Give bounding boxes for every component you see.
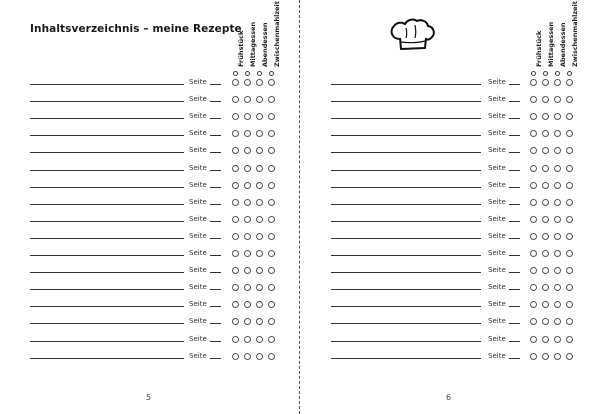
meal-checkbox <box>232 250 239 257</box>
page-number-line <box>210 341 221 342</box>
meal-checkbox <box>256 113 263 120</box>
meal-checkbox <box>566 182 573 189</box>
page-number-line <box>509 152 520 153</box>
recipe-name-line <box>331 101 481 102</box>
page-label: Seite <box>189 283 207 292</box>
right-page <box>301 0 600 414</box>
meal-checkbox <box>268 79 275 86</box>
meal-checkbox <box>542 233 549 240</box>
meal-checkbox <box>542 165 549 172</box>
meal-checkbox <box>542 96 549 103</box>
meal-checkbox <box>530 165 537 172</box>
meal-checkbox <box>542 284 549 291</box>
meal-checkbox <box>244 284 251 291</box>
meal-checkbox <box>566 113 573 120</box>
page-number-line <box>210 272 221 273</box>
recipe-row <box>301 161 600 173</box>
meal-checkbox <box>256 216 263 223</box>
page-label: Seite <box>189 197 207 206</box>
meal-checkbox <box>542 336 549 343</box>
recipe-row <box>301 349 600 361</box>
meal-checkbox <box>530 113 537 120</box>
meal-checkbox <box>256 267 263 274</box>
page-number-line <box>509 341 520 342</box>
meal-checkbox <box>244 199 251 206</box>
page-label: Seite <box>488 231 506 240</box>
page-label: Seite <box>488 300 506 309</box>
meal-checkbox <box>256 199 263 206</box>
meal-checkbox <box>232 147 239 154</box>
page-number-line <box>210 135 221 136</box>
recipe-name-line <box>30 306 184 307</box>
page-number-line <box>509 306 520 307</box>
meal-checkbox <box>232 165 239 172</box>
recipe-row <box>0 195 299 207</box>
recipe-name-line <box>30 101 184 102</box>
page-label: Seite <box>189 146 207 155</box>
meal-checkbox <box>554 182 561 189</box>
page-label: Seite <box>189 78 207 86</box>
meal-checkbox <box>566 147 573 154</box>
meal-checkbox <box>530 353 537 360</box>
recipe-row <box>0 229 299 241</box>
meal-checkbox <box>268 267 275 274</box>
recipe-name-line <box>30 118 184 119</box>
column-header <box>231 11 245 75</box>
recipe-name-line <box>331 323 481 324</box>
meal-checkbox <box>244 318 251 325</box>
meal-checkbox <box>256 336 263 343</box>
recipe-name-line <box>331 187 481 188</box>
meal-checkbox <box>554 233 561 240</box>
page-label: Seite <box>189 231 207 240</box>
meal-checkbox <box>566 130 573 137</box>
page-number-line <box>210 306 221 307</box>
meal-checkbox <box>244 233 251 240</box>
meal-checkbox <box>232 233 239 240</box>
meal-checkbox <box>566 267 573 274</box>
meal-checkbox <box>566 284 573 291</box>
page-label: Seite <box>488 351 506 360</box>
column-header <box>243 11 257 75</box>
column-header-label: Frühstück <box>237 30 245 67</box>
page-label: Seite <box>488 163 506 172</box>
meal-checkbox <box>530 199 537 206</box>
recipe-row <box>301 263 600 275</box>
page-number-line <box>509 204 520 205</box>
recipe-row <box>0 263 299 275</box>
page-number-line <box>509 135 520 136</box>
meal-checkbox <box>268 216 275 223</box>
recipe-row <box>301 75 600 87</box>
meal-checkbox <box>566 336 573 343</box>
meal-checkbox <box>244 216 251 223</box>
page-number-line <box>210 84 221 85</box>
meal-checkbox <box>542 318 549 325</box>
meal-checkbox <box>554 96 561 103</box>
meal-checkbox <box>256 147 263 154</box>
meal-checkbox <box>268 165 275 172</box>
page-label: Seite <box>189 163 207 172</box>
meal-checkbox <box>542 353 549 360</box>
meal-checkbox <box>566 216 573 223</box>
recipe-row <box>0 297 299 309</box>
meal-checkbox <box>542 250 549 257</box>
recipe-row <box>0 280 299 292</box>
meal-checkbox <box>232 96 239 103</box>
page-label: Seite <box>189 112 207 121</box>
meal-checkbox <box>268 284 275 291</box>
chef-hat-icon <box>386 17 438 53</box>
meal-checkbox <box>542 182 549 189</box>
meal-checkbox <box>530 147 537 154</box>
column-header-label: Zwischenmahlzeit <box>273 1 281 67</box>
meal-checkbox <box>554 130 561 137</box>
meal-checkbox <box>256 182 263 189</box>
page-number-line <box>509 255 520 256</box>
page-label: Seite <box>488 334 506 343</box>
meal-checkbox <box>554 147 561 154</box>
page-number-line <box>509 272 520 273</box>
meal-checkbox <box>232 130 239 137</box>
recipe-name-line <box>30 170 184 171</box>
page-label: Seite <box>488 197 506 206</box>
recipe-row <box>0 314 299 326</box>
page-label: Seite <box>488 283 506 292</box>
recipe-row <box>301 92 600 104</box>
recipe-row <box>0 332 299 344</box>
meal-checkbox <box>530 96 537 103</box>
recipe-row <box>301 332 600 344</box>
page-label: Seite <box>488 129 506 138</box>
meal-checkbox <box>232 284 239 291</box>
meal-checkbox <box>566 353 573 360</box>
meal-checkbox <box>232 301 239 308</box>
meal-checkbox <box>256 284 263 291</box>
meal-checkbox <box>256 130 263 137</box>
meal-checkbox <box>530 182 537 189</box>
page-label: Seite <box>189 351 207 360</box>
meal-checkbox <box>542 267 549 274</box>
page-number-line <box>509 118 520 119</box>
meal-checkbox <box>542 147 549 154</box>
page-title: Inhaltsverzeichnis – meine Rezepte <box>30 23 242 35</box>
recipe-name-line <box>331 84 481 85</box>
meal-checkbox <box>256 79 263 86</box>
meal-checkbox <box>232 199 239 206</box>
page-label: Seite <box>189 334 207 343</box>
page-number: 5 <box>146 393 152 402</box>
meal-checkbox <box>244 96 251 103</box>
page-label: Seite <box>189 95 207 104</box>
page-number-line <box>210 187 221 188</box>
left-page <box>0 0 299 414</box>
meal-checkbox <box>244 147 251 154</box>
meal-checkbox <box>554 267 561 274</box>
recipe-row <box>0 92 299 104</box>
page-number-line <box>210 152 221 153</box>
recipe-name-line <box>30 221 184 222</box>
page-number: 6 <box>446 393 452 402</box>
page-label: Seite <box>488 317 506 326</box>
column-header-label: Abendessen <box>559 22 567 67</box>
recipe-row <box>0 126 299 138</box>
page-label: Seite <box>488 78 506 86</box>
meal-checkbox <box>530 250 537 257</box>
recipe-row <box>301 143 600 155</box>
meal-checkbox <box>232 182 239 189</box>
meal-checkbox <box>554 284 561 291</box>
recipe-name-line <box>331 238 481 239</box>
recipe-name-line <box>331 204 481 205</box>
recipe-name-line <box>30 204 184 205</box>
page-label: Seite <box>488 112 506 121</box>
meal-checkbox <box>554 250 561 257</box>
meal-checkbox <box>530 336 537 343</box>
recipe-name-line <box>331 289 481 290</box>
column-header <box>255 11 269 75</box>
recipe-row <box>301 229 600 241</box>
page-number-line <box>509 187 520 188</box>
recipe-name-line <box>30 84 184 85</box>
column-header <box>529 11 543 75</box>
meal-checkbox <box>542 130 549 137</box>
meal-checkbox <box>530 284 537 291</box>
page-number-line <box>509 323 520 324</box>
page-label: Seite <box>488 214 506 223</box>
recipe-row <box>301 126 600 138</box>
meal-checkbox <box>232 353 239 360</box>
recipe-name-line <box>331 358 481 359</box>
page-number-line <box>210 323 221 324</box>
meal-checkbox <box>244 353 251 360</box>
meal-checkbox <box>542 113 549 120</box>
recipe-row <box>301 297 600 309</box>
recipe-name-line <box>331 272 481 273</box>
page-number-line <box>509 358 520 359</box>
recipe-name-line <box>30 272 184 273</box>
meal-checkbox <box>256 301 263 308</box>
meal-checkbox <box>244 79 251 86</box>
meal-checkbox <box>256 233 263 240</box>
meal-checkbox <box>268 336 275 343</box>
meal-checkbox <box>530 267 537 274</box>
page-number-line <box>210 101 221 102</box>
recipe-name-line <box>30 289 184 290</box>
page-number-line <box>210 204 221 205</box>
page-number-line <box>210 118 221 119</box>
recipe-row <box>301 212 600 224</box>
meal-checkbox <box>554 336 561 343</box>
recipe-row <box>301 314 600 326</box>
recipe-name-line <box>331 306 481 307</box>
recipe-row <box>0 143 299 155</box>
meal-checkbox <box>232 318 239 325</box>
meal-checkbox <box>256 353 263 360</box>
meal-checkbox <box>566 233 573 240</box>
meal-checkbox <box>566 301 573 308</box>
meal-checkbox <box>530 233 537 240</box>
page-label: Seite <box>488 95 506 104</box>
column-header <box>541 11 555 75</box>
column-header <box>565 1 579 75</box>
page-label: Seite <box>189 249 207 257</box>
meal-checkbox <box>566 79 573 86</box>
meal-checkbox <box>530 79 537 86</box>
recipe-name-line <box>30 238 184 239</box>
page-label: Seite <box>488 266 506 275</box>
meal-checkbox <box>256 96 263 103</box>
meal-checkbox <box>554 353 561 360</box>
recipe-row <box>301 195 600 207</box>
meal-checkbox <box>566 165 573 172</box>
recipe-name-line <box>30 152 184 153</box>
meal-checkbox <box>542 216 549 223</box>
page-number-line <box>509 221 520 222</box>
meal-checkbox <box>268 130 275 137</box>
page-number-line <box>210 170 221 171</box>
meal-checkbox <box>542 79 549 86</box>
meal-checkbox <box>554 199 561 206</box>
page-label: Seite <box>189 300 207 309</box>
meal-checkbox <box>244 267 251 274</box>
recipe-name-line <box>331 152 481 153</box>
meal-checkbox <box>268 250 275 257</box>
recipe-name-line <box>331 255 481 256</box>
meal-checkbox <box>244 301 251 308</box>
recipe-name-line <box>331 135 481 136</box>
page-number-line <box>210 255 221 256</box>
recipe-row <box>301 280 600 292</box>
recipe-row <box>301 246 600 258</box>
meal-checkbox <box>268 233 275 240</box>
recipe-name-line <box>331 170 481 171</box>
meal-checkbox <box>268 147 275 154</box>
recipe-name-line <box>30 323 184 324</box>
page-number-line <box>509 101 520 102</box>
page-number-line <box>210 221 221 222</box>
recipe-name-line <box>30 341 184 342</box>
recipe-row <box>0 212 299 224</box>
page-label: Seite <box>189 129 207 138</box>
meal-checkbox <box>566 250 573 257</box>
page-number-line <box>509 238 520 239</box>
meal-checkbox <box>244 182 251 189</box>
page-label: Seite <box>488 249 506 257</box>
meal-checkbox <box>268 113 275 120</box>
column-header-label: Frühstück <box>535 30 543 67</box>
recipe-row <box>0 178 299 190</box>
meal-checkbox <box>566 199 573 206</box>
recipe-name-line <box>30 358 184 359</box>
meal-checkbox <box>244 165 251 172</box>
page-number-line <box>210 289 221 290</box>
meal-checkbox <box>232 79 239 86</box>
meal-checkbox <box>268 96 275 103</box>
page-label: Seite <box>488 180 506 189</box>
meal-checkbox <box>244 336 251 343</box>
meal-checkbox <box>244 113 251 120</box>
meal-checkbox <box>566 96 573 103</box>
recipe-name-line <box>331 221 481 222</box>
page-number-line <box>509 289 520 290</box>
page-label: Seite <box>488 146 506 155</box>
meal-checkbox <box>232 267 239 274</box>
meal-checkbox <box>554 318 561 325</box>
meal-checkbox <box>542 301 549 308</box>
meal-checkbox <box>256 165 263 172</box>
recipe-row <box>0 246 299 258</box>
page-number-line <box>509 170 520 171</box>
column-header-label: Zwischenmahlzeit <box>571 1 579 67</box>
recipe-row <box>0 109 299 121</box>
page-label: Seite <box>189 317 207 326</box>
meal-checkbox <box>554 165 561 172</box>
recipe-name-line <box>331 118 481 119</box>
page-label: Seite <box>189 180 207 189</box>
recipe-name-line <box>30 187 184 188</box>
meal-checkbox <box>554 113 561 120</box>
column-header-label: Mittagessen <box>249 21 257 67</box>
meal-checkbox <box>554 216 561 223</box>
meal-checkbox <box>268 353 275 360</box>
meal-checkbox <box>530 301 537 308</box>
meal-checkbox <box>232 216 239 223</box>
meal-checkbox <box>530 318 537 325</box>
page-number-line <box>210 358 221 359</box>
meal-checkbox <box>244 130 251 137</box>
column-header <box>553 11 567 75</box>
recipe-row <box>301 178 600 190</box>
recipe-name-line <box>30 135 184 136</box>
recipe-row <box>301 109 600 121</box>
meal-checkbox <box>268 182 275 189</box>
meal-checkbox <box>268 301 275 308</box>
column-header-label: Mittagessen <box>547 21 555 67</box>
recipe-row <box>0 161 299 173</box>
book-spine-divider <box>299 0 300 414</box>
page-number-line <box>509 84 520 85</box>
meal-checkbox <box>268 199 275 206</box>
page-label: Seite <box>189 266 207 275</box>
recipe-row <box>0 75 299 87</box>
meal-checkbox <box>232 336 239 343</box>
meal-checkbox <box>554 79 561 86</box>
recipe-row <box>0 349 299 361</box>
meal-checkbox <box>566 318 573 325</box>
page-number-line <box>210 238 221 239</box>
meal-checkbox <box>256 318 263 325</box>
meal-checkbox <box>268 318 275 325</box>
meal-checkbox <box>542 199 549 206</box>
column-header <box>267 1 281 75</box>
recipe-name-line <box>331 341 481 342</box>
recipe-name-line <box>30 255 184 256</box>
meal-checkbox <box>530 130 537 137</box>
meal-checkbox <box>244 250 251 257</box>
page-label: Seite <box>189 214 207 223</box>
meal-checkbox <box>530 216 537 223</box>
column-header-label: Abendessen <box>261 22 269 67</box>
meal-checkbox <box>256 250 263 257</box>
meal-checkbox <box>554 301 561 308</box>
meal-checkbox <box>232 113 239 120</box>
